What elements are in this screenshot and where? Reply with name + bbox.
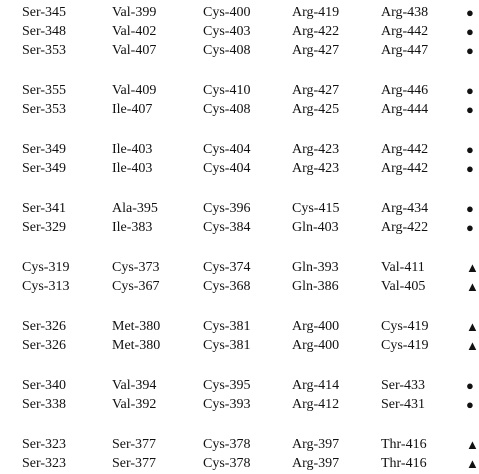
circle-marker-icon: ● (466, 83, 474, 98)
table-row (0, 454, 479, 473)
residue-cell: Cys-396 (203, 201, 251, 216)
residue-cell: Cys-378 (203, 456, 251, 471)
circle-marker-icon: ● (466, 102, 474, 117)
table-row (0, 258, 479, 277)
circle-marker-icon: ● (466, 43, 474, 58)
residue-cell: Val-409 (112, 83, 157, 98)
residue-cell: Val-399 (112, 5, 157, 20)
residue-cell: Cys-381 (203, 319, 251, 334)
residue-cell: Ile-403 (112, 142, 153, 157)
residue-cell: Arg-447 (381, 43, 429, 58)
residue-cell: Ser-345 (22, 5, 67, 20)
residue-cell: Arg-425 (292, 102, 340, 117)
residue-cell: Val-411 (381, 260, 425, 275)
residue-cell: Cys-368 (203, 279, 251, 294)
residue-cell: Cys-393 (203, 397, 251, 412)
residue-cell: Ser-433 (381, 378, 426, 393)
residue-cell: Arg-400 (292, 319, 340, 334)
residue-cell: Ser-349 (22, 142, 67, 157)
residue-cell: Cys-408 (203, 102, 251, 117)
residue-cell: Gln-403 (292, 220, 339, 235)
table-row (0, 22, 474, 41)
table-row (0, 159, 474, 178)
triangle-marker-icon: ▲ (466, 319, 479, 334)
residue-cell: Cys-408 (203, 43, 251, 58)
residue-cell: Ile-407 (112, 102, 153, 117)
residue-cell: Arg-423 (292, 161, 340, 176)
table-row (0, 140, 474, 159)
residue-cell: Ser-377 (112, 456, 157, 471)
residue-cell: Cys-395 (203, 378, 251, 393)
residue-cell: Arg-438 (381, 5, 429, 20)
residue-cell: Ser-326 (22, 319, 67, 334)
residue-cell: Ser-341 (22, 201, 67, 216)
residue-cell: Arg-442 (381, 161, 429, 176)
circle-marker-icon: ● (466, 142, 474, 157)
residue-cell: Arg-422 (292, 24, 340, 39)
triangle-marker-icon: ▲ (466, 338, 479, 353)
residue-cell: Ser-338 (22, 397, 67, 412)
residue-cell: Arg-412 (292, 397, 340, 412)
table-row (0, 395, 474, 414)
residue-cell: Ser-326 (22, 338, 67, 353)
residue-cell: Cys-419 (381, 338, 429, 353)
residue-cell: Cys-400 (203, 5, 251, 20)
residue-cell: Thr-416 (381, 456, 427, 471)
residue-cell: Cys-404 (203, 142, 251, 157)
table-row (0, 100, 474, 119)
residue-cell: Val-392 (112, 397, 157, 412)
table-row (0, 277, 479, 296)
triangle-marker-icon: ▲ (466, 456, 479, 471)
table-row (0, 317, 479, 336)
residue-cell: Cys-374 (203, 260, 251, 275)
residue-cell: Cys-410 (203, 83, 251, 98)
table-row (0, 336, 479, 355)
residue-cell: Cys-415 (292, 201, 340, 216)
residue-cell: Cys-381 (203, 338, 251, 353)
residue-cell: Ser-349 (22, 161, 67, 176)
residue-cell: Arg-414 (292, 378, 340, 393)
residue-cell: Arg-442 (381, 24, 429, 39)
table-row (0, 41, 474, 60)
circle-marker-icon: ● (466, 397, 474, 412)
residue-cell: Arg-419 (292, 5, 340, 20)
circle-marker-icon: ● (466, 220, 474, 235)
residue-cell: Cys-313 (22, 279, 70, 294)
table-row (0, 3, 474, 22)
residue-cell: Gln-386 (292, 279, 339, 294)
residue-cell: Arg-423 (292, 142, 340, 157)
table-row (0, 376, 474, 395)
circle-marker-icon: ● (466, 201, 474, 216)
residue-cell: Thr-416 (381, 437, 427, 452)
table-row (0, 81, 474, 100)
residue-cell: Ser-323 (22, 456, 67, 471)
residue-cell: Cys-419 (381, 319, 429, 334)
residue-cell: Cys-319 (22, 260, 70, 275)
residue-cell: Arg-422 (381, 220, 429, 235)
residue-cell: Val-407 (112, 43, 157, 58)
circle-marker-icon: ● (466, 24, 474, 39)
residue-cell: Ser-340 (22, 378, 67, 393)
residue-cell: Met-380 (112, 319, 161, 334)
residue-cell: Ser-353 (22, 43, 67, 58)
residue-cell: Met-380 (112, 338, 161, 353)
residue-cell: Ser-323 (22, 437, 67, 452)
residue-cell: Arg-427 (292, 83, 340, 98)
circle-marker-icon: ● (466, 161, 474, 176)
residue-cell: Arg-434 (381, 201, 429, 216)
residue-cell: Cys-403 (203, 24, 251, 39)
residue-cell: Gln-393 (292, 260, 339, 275)
residue-cell: Ser-355 (22, 83, 67, 98)
triangle-marker-icon: ▲ (466, 260, 479, 275)
residue-cell: Arg-397 (292, 456, 340, 471)
residue-cell: Cys-378 (203, 437, 251, 452)
circle-marker-icon: ● (466, 5, 474, 20)
residue-cell: Arg-400 (292, 338, 340, 353)
residue-cell: Ile-403 (112, 161, 153, 176)
residue-cell: Val-402 (112, 24, 157, 39)
residue-cell: Ser-348 (22, 24, 67, 39)
residue-cell: Arg-427 (292, 43, 340, 58)
residue-cell: Ser-377 (112, 437, 157, 452)
residue-cell: Ser-353 (22, 102, 67, 117)
residue-cell: Val-394 (112, 378, 157, 393)
residue-cell: Arg-446 (381, 83, 429, 98)
residue-cell: Cys-404 (203, 161, 251, 176)
residue-cell: Cys-384 (203, 220, 251, 235)
table-row (0, 435, 479, 454)
residue-cell: Cys-373 (112, 260, 160, 275)
residue-cell: Val-405 (381, 279, 426, 294)
triangle-marker-icon: ▲ (466, 437, 479, 452)
residue-cell: Arg-442 (381, 142, 429, 157)
residue-cell: Cys-367 (112, 279, 160, 294)
circle-marker-icon: ● (466, 378, 474, 393)
residue-cell: Ser-431 (381, 397, 426, 412)
residue-cell: Arg-444 (381, 102, 429, 117)
residue-cell: Ile-383 (112, 220, 153, 235)
table-row (0, 199, 474, 218)
table-row (0, 218, 474, 237)
triangle-marker-icon: ▲ (466, 279, 479, 294)
residue-cell: Ser-329 (22, 220, 67, 235)
residue-cell: Arg-397 (292, 437, 340, 452)
residue-cell: Ala-395 (112, 201, 158, 216)
